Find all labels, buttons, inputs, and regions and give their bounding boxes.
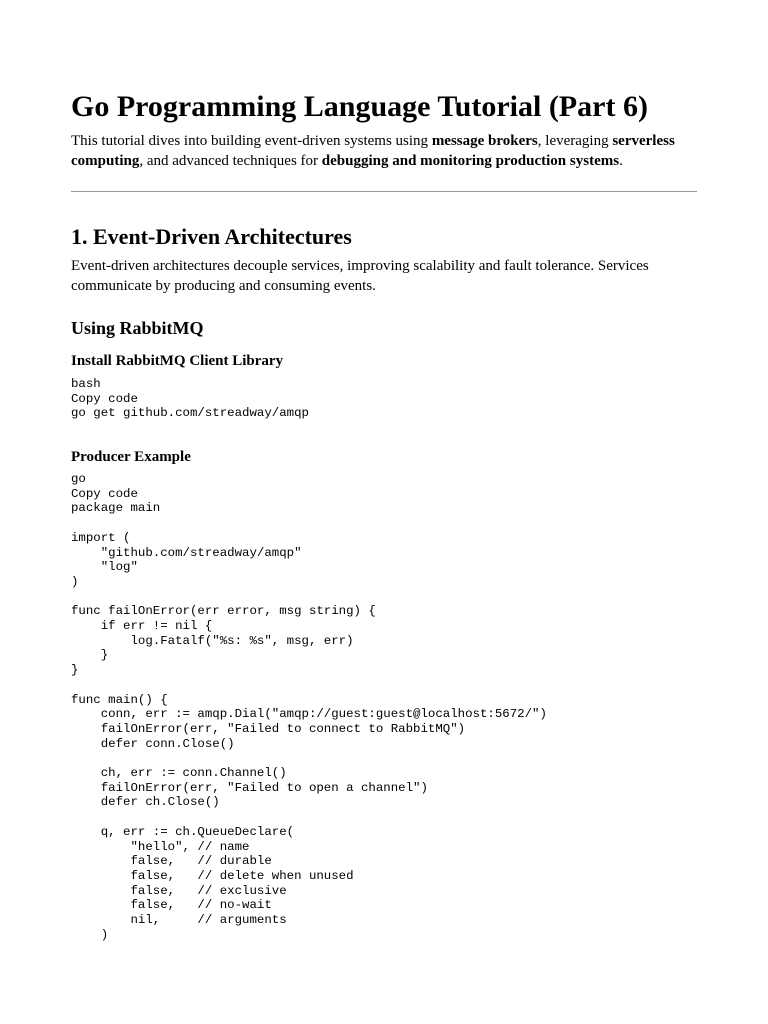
install-code-language: bash (71, 377, 101, 391)
producer-heading: Producer Example (71, 449, 191, 465)
page-title: Go Programming Language Tutorial (Part 6) (71, 90, 648, 123)
intro-bold-message-brokers: message brokers (431, 133, 538, 149)
intro-text-2: , leveraging (537, 133, 613, 149)
section-paragraph: Event-driven architectures decouple services, improving scalability and fault tolerance. Services communicate by producing and consuming events. (71, 258, 649, 294)
install-code-block (71, 377, 309, 421)
producer-code: package main import ( "github.com/streadway/amqp" "log" ) func failOnError(err error, msg string) { if err != nil { log.Fatalf("%s: %s", msg, err) } } func main() { conn, err := amqp.Dial("amqp://guest:guest@localhost:5672/") failOnError(err, "Failed to connect to RabbitMQ") defer conn.Close() ch, err := conn.Channel() failOnError(err, "Failed to open a channel") defer ch.Close() q, err := ch.QueueDeclare( "hello", // name false, // durable false, // delete when unused false, // exclusive false, // no-wait nil, // arguments ) (71, 501, 547, 942)
producer-copy-code-button[interactable]: Copy code (71, 486, 138, 501)
install-heading: Install RabbitMQ Client Library (71, 353, 284, 369)
install-copy-code-button[interactable]: Copy code (71, 391, 138, 406)
section-heading-event-driven: 1. Event-Driven Architectures (71, 224, 352, 249)
intro-text-3: , and advanced techniques for (139, 153, 322, 169)
producer-code-language: go (71, 472, 86, 486)
horizontal-divider (71, 191, 697, 192)
intro-paragraph (71, 131, 697, 171)
intro-text-4: . (619, 153, 623, 169)
producer-code-block (71, 472, 547, 943)
intro-bold-debugging: debugging and monitoring production systems (321, 153, 620, 169)
subsection-heading-rabbitmq: Using RabbitMQ (71, 318, 204, 338)
intro-bold-serverless: serverless computing (71, 133, 675, 169)
intro-text-1: This tutorial dives into building event-driven systems using (71, 133, 432, 149)
install-code: go get github.com/streadway/amqp (71, 406, 309, 421)
